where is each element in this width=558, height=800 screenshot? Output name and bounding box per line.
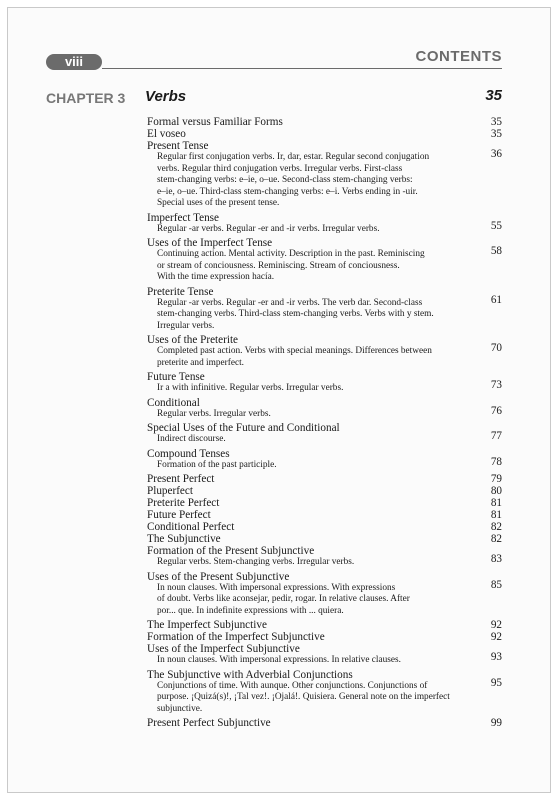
- toc-entry-page: 92: [490, 619, 502, 631]
- toc-entry: [147, 521, 502, 533]
- toc-entry-title: Uses of the Imperfect Subjunctive: [147, 643, 300, 655]
- toc-entry-title: The Subjunctive: [147, 533, 221, 545]
- toc-entry: [147, 717, 502, 729]
- toc-entry-description: In noun clauses. With impersonal expressions. In relative clauses.: [157, 655, 401, 665]
- page-number-badge: viii: [46, 54, 102, 70]
- toc-entry-page: 85: [490, 578, 502, 591]
- header-rule: [102, 68, 502, 69]
- toc-entry-description: por... que. In indefinite expressions with ... quiera.: [157, 605, 344, 616]
- toc-entry-page: 81: [490, 497, 502, 509]
- toc-entry-description: preterite and imperfect.: [157, 357, 244, 368]
- toc-entry: [147, 497, 502, 509]
- toc-entry-title: Uses of the Present Subjunctive: [147, 570, 290, 583]
- toc-entry-description: purpose. ¡Quizá(s)!, ¡Tal vez!. ¡Ojalá!. Quisiera. General note on the imperfect: [157, 692, 450, 702]
- toc-entry-page: 93: [490, 651, 502, 663]
- toc-entry-description: verbs. Regular third conjugation verbs. Irregular verbs. First-class: [157, 163, 403, 174]
- toc-entry-page: 79: [490, 473, 502, 485]
- toc-entry-description: or stream of conciousness. Reminiscing. Stream of conciousness.: [157, 260, 400, 271]
- toc-entry-title: Present Tense: [147, 140, 209, 152]
- toc-entry-title: Conditional: [147, 396, 200, 409]
- toc-entry: [147, 140, 502, 210]
- toc-entry-title: Preterite Perfect: [147, 497, 220, 509]
- toc-entry-title: Present Perfect Subjunctive: [147, 717, 271, 729]
- toc-entry: [147, 128, 502, 140]
- toc-entry-page: 95: [490, 676, 502, 689]
- toc-entry-description: stem-changing verbs. Third-class stem-changing verbs. Verbs with y stem.: [157, 309, 434, 319]
- toc-entry-description: With the time expression hacía.: [157, 272, 275, 282]
- toc-entry-page: 55: [490, 219, 502, 232]
- toc-entry-page: 76: [490, 404, 502, 417]
- toc-entry: [147, 485, 502, 497]
- chapter-page-number: 35: [485, 87, 502, 104]
- toc-entry-page: 77: [490, 430, 502, 442]
- toc-entry-page: 73: [490, 379, 502, 391]
- toc-entry-description: Completed past action. Verbs with special meanings. Differences between: [157, 346, 432, 356]
- toc-entry: [147, 448, 502, 472]
- toc-entry: [147, 643, 502, 667]
- toc-entry: [147, 371, 502, 395]
- toc-entry: [147, 334, 502, 369]
- toc-entry-page: 81: [490, 509, 502, 521]
- toc-entry-page: 36: [490, 148, 502, 160]
- section-title: CONTENTS: [415, 48, 502, 65]
- toc-entry-description: stem-changing verbs: e–ie, o–ue. Second-class stem-changing verbs:: [157, 175, 413, 185]
- toc-entry: [147, 533, 502, 545]
- toc-entry-page: 35: [490, 116, 502, 128]
- toc-entry-page: 58: [490, 245, 502, 257]
- toc-entry: [147, 545, 502, 569]
- toc-entry-title: Compound Tenses: [147, 447, 230, 460]
- toc-entry-description: Conjunctions of time. With aunque. Other conjunctions. Conjunctions of: [157, 680, 428, 691]
- toc-entry-title: Formal versus Familiar Forms: [147, 116, 283, 128]
- toc-entry-page: 35: [490, 128, 502, 140]
- toc-entry: [147, 631, 502, 643]
- toc-entry-title: The Subjunctive with Adverbial Conjunctions: [147, 668, 353, 681]
- toc-entry-page: 70: [490, 342, 502, 354]
- toc-entry-title: Special Uses of the Future and Conditional: [147, 422, 340, 434]
- toc-entry: [147, 619, 502, 631]
- toc-entry-title: Formation of the Present Subjunctive: [147, 545, 315, 557]
- toc-entry-title: Future Perfect: [147, 509, 211, 521]
- toc-entry-page: 82: [490, 521, 502, 533]
- toc-entry-description: Regular -ar verbs. Regular -er and -ir verbs. Irregular verbs.: [157, 223, 380, 234]
- toc-entry-page: 61: [490, 293, 502, 306]
- toc-entry-description: Special uses of the present tense.: [157, 198, 280, 208]
- toc-entry-description: Formation of the past participle.: [157, 459, 277, 470]
- toc-entry: [147, 212, 502, 236]
- toc-entry: [147, 397, 502, 421]
- toc-entry-description: Indirect discourse.: [157, 434, 226, 444]
- toc-entry-description: subjunctive.: [157, 703, 203, 714]
- toc-entry-title: Preterite Tense: [147, 285, 214, 298]
- toc-entry-page: 83: [490, 553, 502, 565]
- toc-entry-title: Present Perfect: [147, 473, 215, 485]
- table-of-contents: [147, 116, 502, 729]
- chapter-label: CHAPTER 3: [46, 90, 126, 106]
- toc-entry: [147, 571, 502, 618]
- toc-entry-title: Future Tense: [147, 371, 205, 383]
- toc-entry-description: Continuing action. Mental activity. Description in the past. Reminiscing: [157, 249, 425, 259]
- toc-entry-page: 78: [490, 455, 502, 468]
- toc-entry-title: Uses of the Imperfect Tense: [147, 237, 273, 249]
- toc-entry-description: In noun clauses. With impersonal expressions. With expressions: [157, 582, 396, 593]
- toc-entry-title: Conditional Perfect: [147, 521, 235, 533]
- toc-entry-title: Uses of the Preterite: [147, 334, 239, 346]
- toc-entry: [147, 473, 502, 485]
- toc-entry-description: Irregular verbs.: [157, 320, 215, 331]
- toc-entry-description: Regular -ar verbs. Regular -er and -ir verbs. The verb dar. Second-class: [157, 297, 423, 308]
- toc-entry-description: e–ie, o–ue. Third-class stem-changing verbs: e–i. Verbs ending in -uir.: [157, 186, 418, 197]
- toc-entry-page: 82: [490, 533, 502, 545]
- toc-entry: [147, 237, 502, 284]
- toc-entry-description: Ir a with infinitive. Regular verbs. Irregular verbs.: [157, 383, 344, 393]
- toc-entry: [147, 422, 502, 446]
- toc-entry-description: Regular verbs. Stem-changing verbs. Irregular verbs.: [157, 557, 355, 567]
- toc-entry-title: Imperfect Tense: [147, 211, 220, 224]
- toc-entry: [147, 286, 502, 333]
- toc-entry: [147, 669, 502, 716]
- toc-entry: [147, 116, 502, 128]
- toc-entry-page: 92: [490, 631, 502, 643]
- toc-entry-title: Formation of the Imperfect Subjunctive: [147, 631, 325, 643]
- toc-entry-title: El voseo: [147, 128, 186, 140]
- toc-entry: [147, 509, 502, 521]
- toc-entry-description: Regular first conjugation verbs. Ir, dar, estar. Regular second conjugation: [157, 152, 430, 162]
- toc-entry-title: The Imperfect Subjunctive: [147, 619, 267, 631]
- toc-entry-description: Regular verbs. Irregular verbs.: [157, 408, 271, 419]
- toc-entry-title: Pluperfect: [147, 485, 193, 497]
- toc-entry-page: 80: [490, 485, 502, 497]
- toc-entry-description: of doubt. Verbs like aconsejar, pedir, rogar. In relative clauses. After: [157, 594, 410, 604]
- toc-entry-page: 99: [490, 717, 502, 729]
- chapter-title: Verbs: [145, 88, 187, 105]
